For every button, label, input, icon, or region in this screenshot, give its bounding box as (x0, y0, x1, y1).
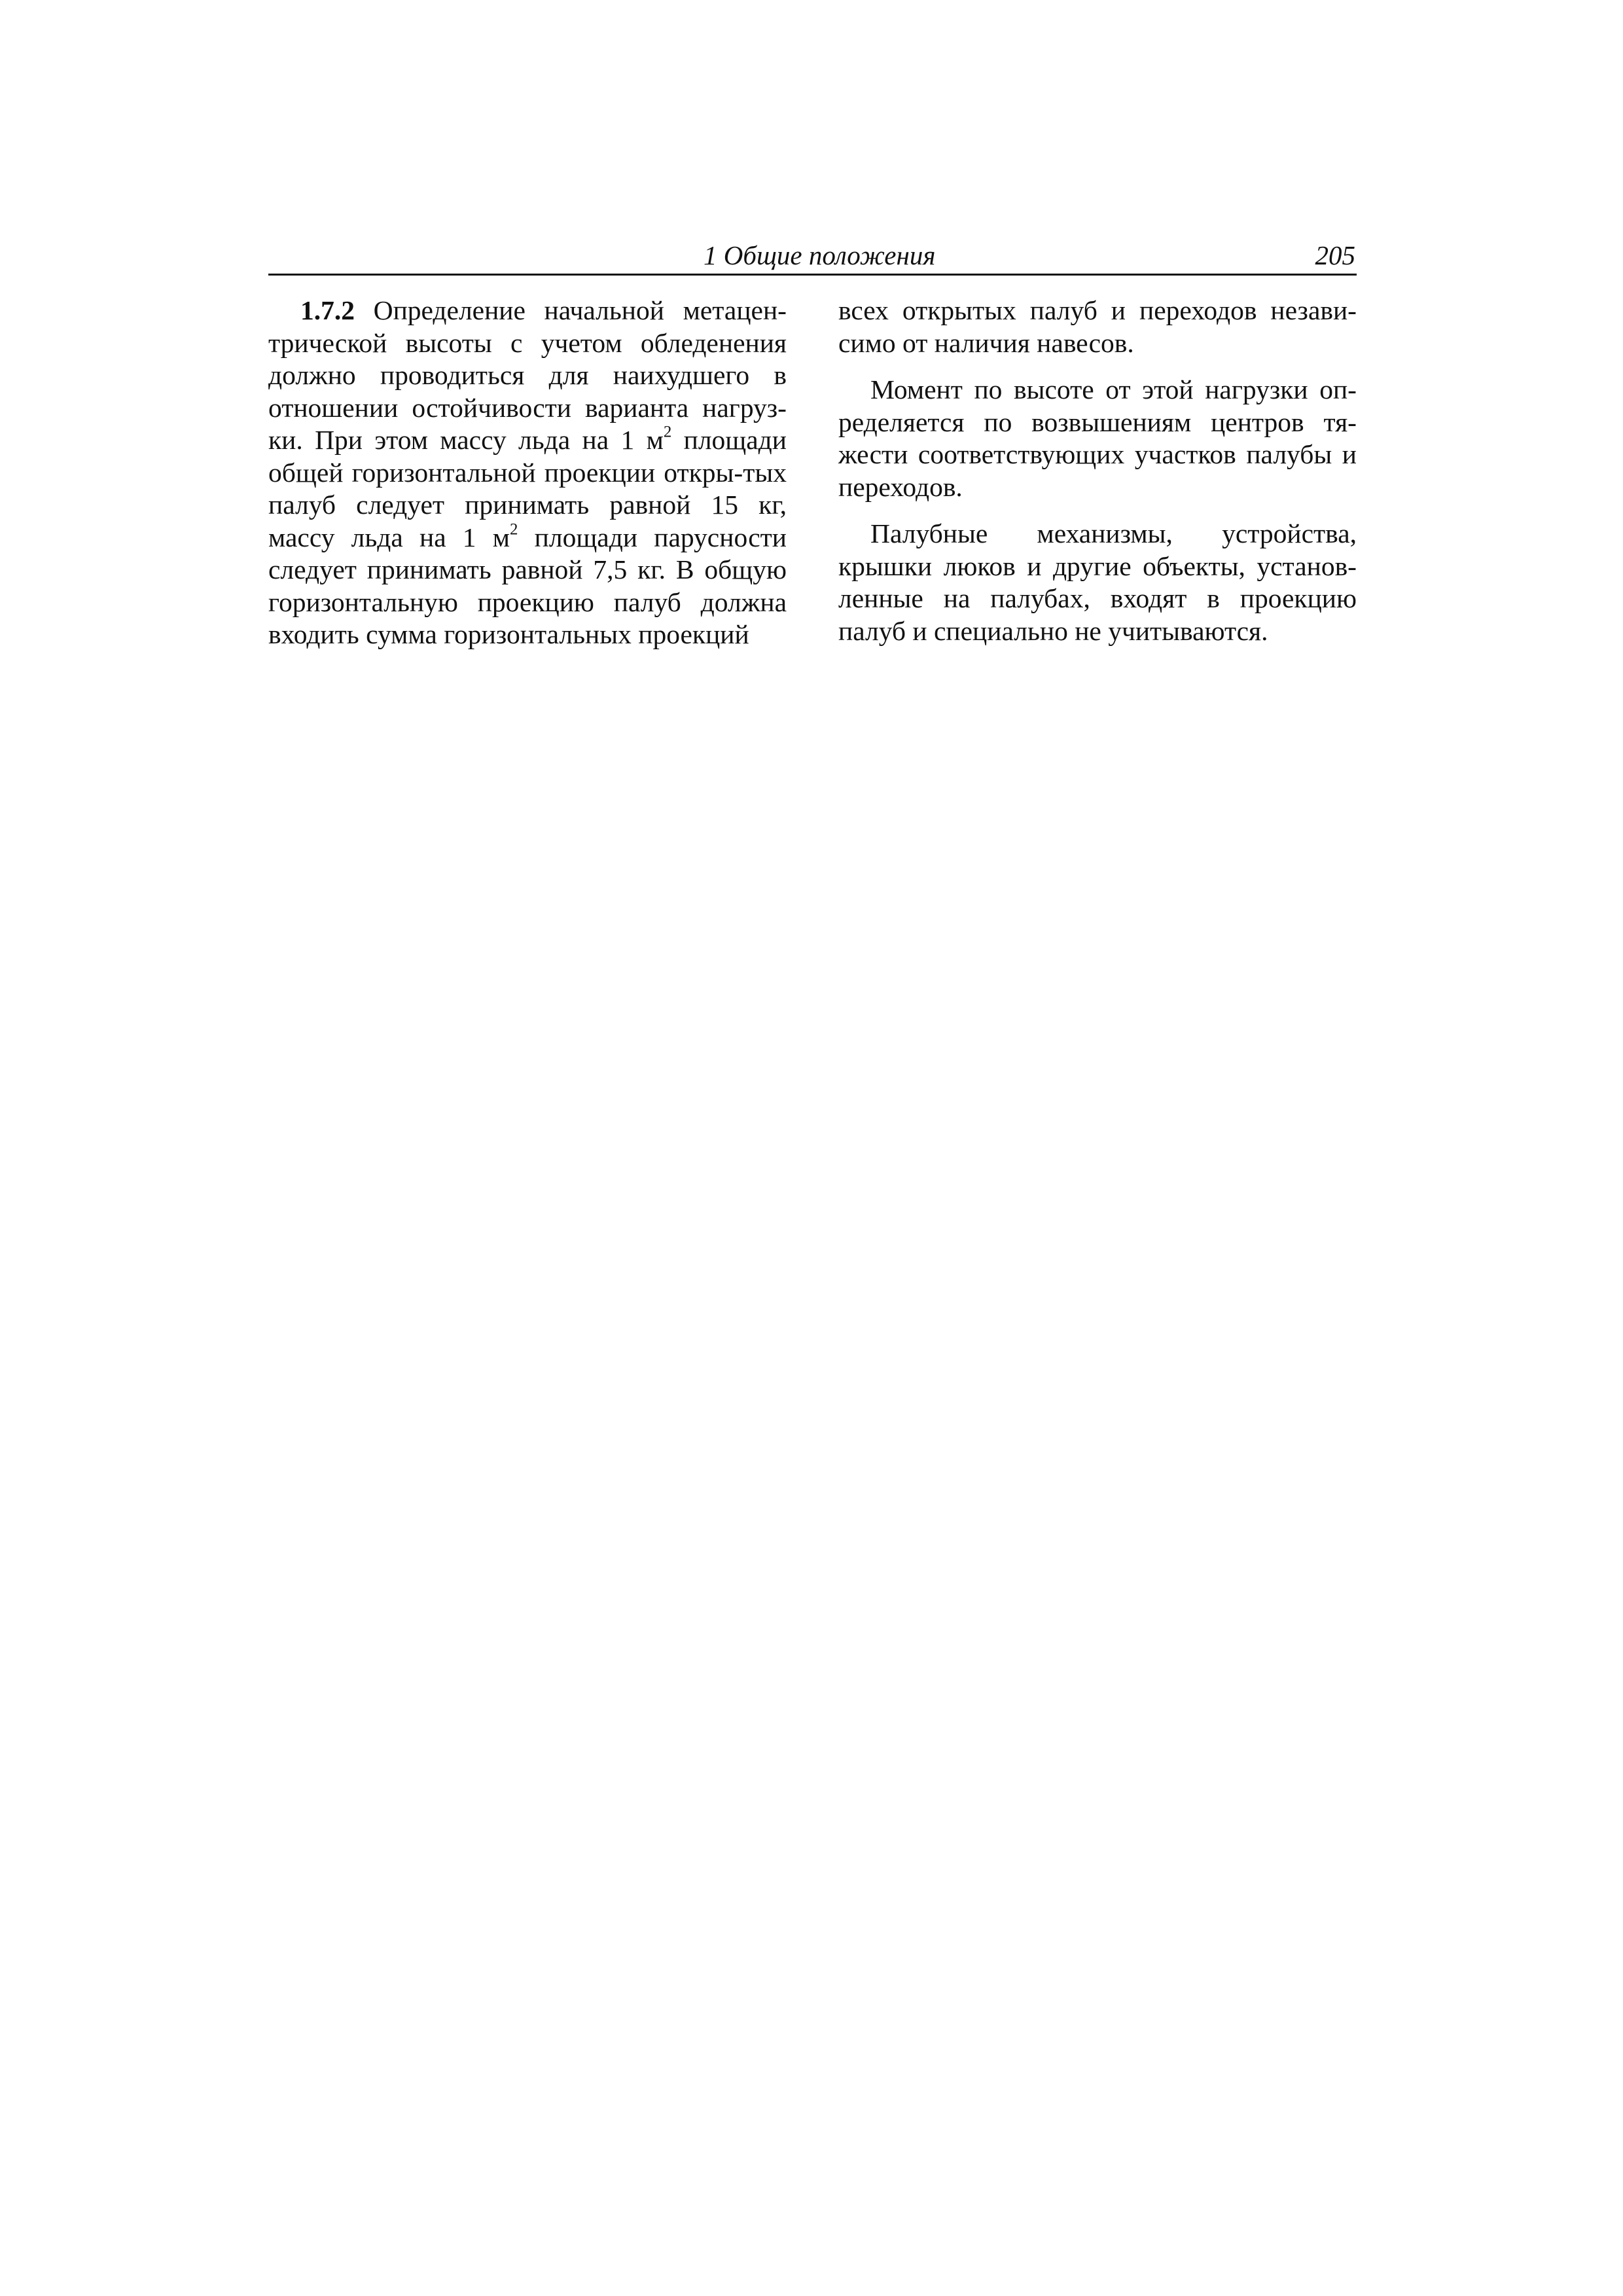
text-line: общей горизонтальной проекции откры- (268, 457, 743, 488)
text-line: следует принимать равной 7,5 кг. В общую (268, 554, 787, 584)
text-line: отношении остойчивости варианта нагруз- (268, 392, 787, 423)
text-line: палуб и специально не учитываются. (838, 615, 1268, 646)
continued-paragraph (838, 295, 1357, 359)
superscript-two: 2 (510, 520, 518, 538)
deck-machinery-paragraph (838, 518, 1357, 647)
chapter-title: 1 Общие положения (704, 240, 936, 270)
text-line: всех открытых палуб и переходов незави- (838, 295, 1357, 325)
clause-number: 1.7.2 (300, 295, 355, 325)
text-line: ределяется по возвышениям центров тя- (838, 406, 1357, 437)
text-line: входить сумма горизонтальных проекций (268, 619, 749, 649)
text-line: площади (683, 425, 787, 455)
text-line: ки. При этом массу льда на 1 м (268, 425, 664, 455)
text-line: Определение начальной метацен- (373, 295, 787, 325)
text-line: жести соответствующих участков палубы и (838, 439, 1357, 469)
text-line: переходов. (838, 471, 963, 502)
text-line: массу льда на 1 м (268, 522, 510, 552)
text-line: Момент по высоте от этой нагрузки оп- (870, 374, 1357, 404)
left-column (268, 295, 787, 666)
page-number: 205 (1315, 240, 1355, 270)
moment-paragraph (838, 374, 1357, 503)
text-line: тых палуб следует принимать равной 15 кг, (268, 457, 787, 520)
text-line: Палубные механизмы, устройства, (870, 518, 1357, 548)
text-line: трической высоты с учетом обледенения (268, 327, 787, 358)
text-line: ленные на палубах, входят в проекцию (838, 583, 1357, 613)
text-line: симо от наличия навесов. (838, 327, 1134, 358)
running-header (268, 237, 1357, 276)
text-line: горизонтальную проекцию палуб должна (268, 586, 787, 617)
superscript-two: 2 (663, 423, 672, 441)
text-line: должно проводиться для наихудшего в (268, 360, 787, 390)
text-line: площади парусности (534, 522, 787, 552)
clause-1-7-2-paragraph (268, 295, 787, 651)
text-line: крышки люков и другие объекты, установ- (838, 550, 1357, 581)
right-column (838, 295, 1357, 662)
